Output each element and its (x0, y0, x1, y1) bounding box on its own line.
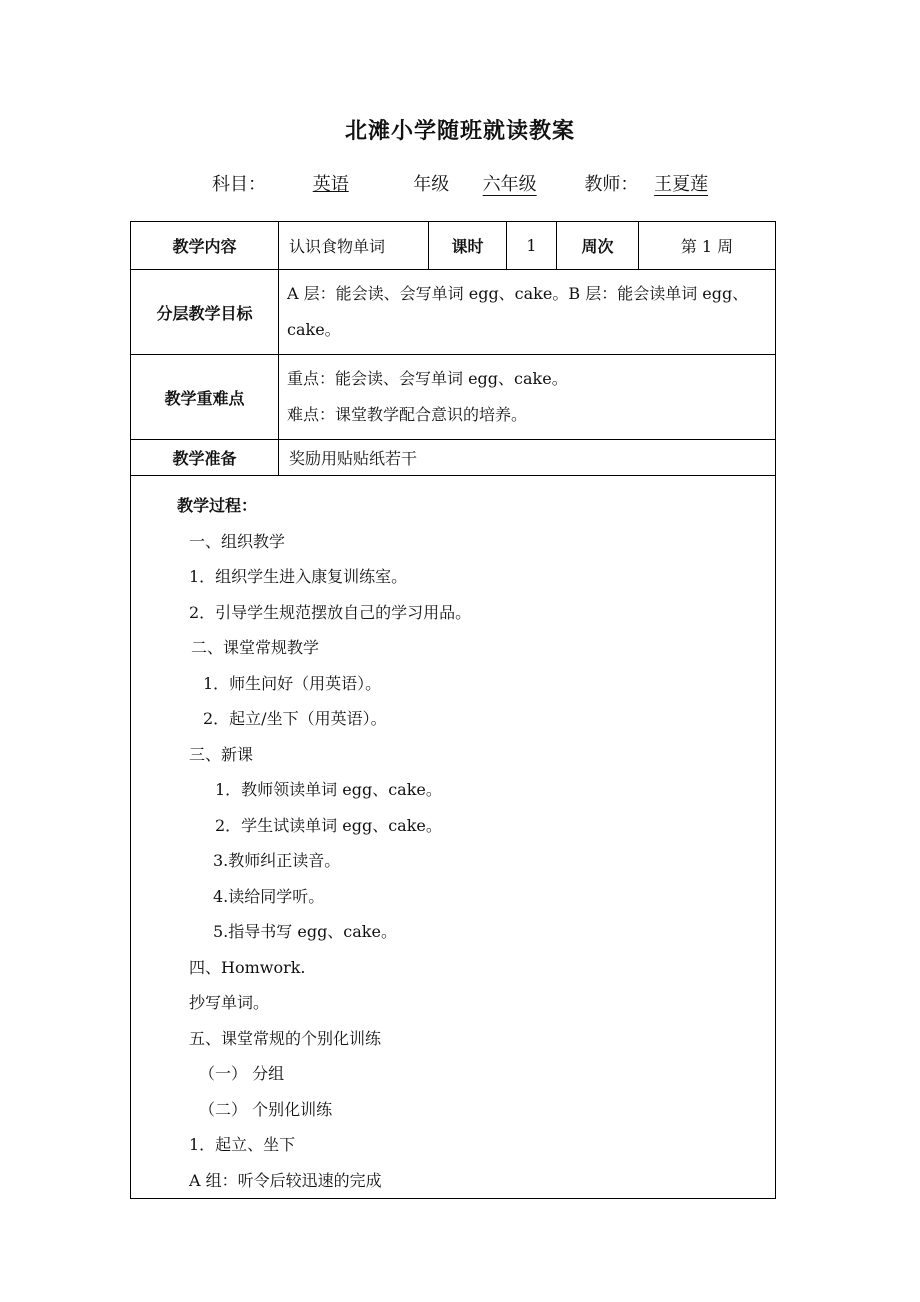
process-line: 2．引导学生规范摆放自己的学习用品。 (189, 602, 472, 622)
process-line: 1．教师领读单词 egg、cake。 (215, 780, 442, 799)
week-label: 周次 (557, 222, 639, 270)
table-row (131, 222, 776, 270)
table-row (131, 476, 776, 1199)
week-value: 第 1 周 (639, 222, 776, 270)
header-line (212, 170, 718, 196)
subject-label: 科目： (212, 174, 266, 195)
process-cell (131, 476, 776, 1199)
period-label: 课时 (429, 222, 507, 270)
content-label: 教学内容 (131, 222, 279, 270)
key-points-label: 教学重难点 (131, 355, 279, 440)
key-points-value (279, 355, 776, 440)
process-line: 3.教师纠正读音。 (213, 851, 341, 870)
process-line: 二、课堂常规教学 (191, 638, 320, 657)
grade-label: 年级 (413, 174, 450, 195)
goal-label: 分层教学目标 (131, 270, 279, 355)
lesson-plan-table (130, 221, 776, 1199)
process-line: （一） 分组 (199, 1064, 285, 1083)
process-line: A 组：听令后较迅速的完成 (189, 1170, 382, 1190)
process-line: （二） 个别化训练 (199, 1099, 333, 1119)
process-line: 5.指导书写 egg、cake。 (213, 922, 397, 941)
process-line: 四、Homwork. (189, 957, 306, 977)
process-line: 1．起立、坐下 (189, 1135, 296, 1154)
period-value: 1 (507, 222, 557, 270)
process-line: 1．师生问好（用英语）。 (203, 673, 382, 693)
teacher-value: 王夏莲 (654, 174, 709, 195)
process-line: 三、新课 (189, 744, 254, 764)
grade-value: 六年级 (482, 174, 537, 195)
table-row (131, 440, 776, 476)
process-heading: 教学过程： (177, 496, 258, 515)
process-line: 一、组织教学 (189, 531, 286, 551)
document-title: 北滩小学随班就读教案 (344, 119, 575, 144)
content-value: 认识食物单词 (279, 222, 429, 270)
difficult-point-line: 难点：课堂教学配合意识的培养。 (287, 405, 528, 424)
process-line: 2．学生试读单词 egg、cake。 (215, 815, 442, 835)
process-line: 抄写单词。 (189, 993, 270, 1012)
prep-label: 教学准备 (131, 440, 279, 476)
teacher-label: 教师： (584, 174, 639, 195)
process-line: 五、课堂常规的个别化训练 (189, 1028, 382, 1048)
table-row (131, 270, 776, 355)
process-line: 1．组织学生进入康复训练室。 (189, 567, 408, 586)
subject-value: 英语 (312, 174, 349, 195)
process-line: 4.读给同学听。 (213, 886, 325, 906)
prep-value: 奖励用贴贴纸若干 (279, 440, 776, 476)
goal-value: A 层：能会读、会写单词 egg、cake。B 层：能会读单词 egg、cake。 (279, 270, 776, 355)
process-line: 2．起立/坐下（用英语）。 (203, 709, 387, 728)
table-row (131, 355, 776, 440)
key-point-line: 重点：能会读、会写单词 egg、cake。 (287, 369, 568, 388)
